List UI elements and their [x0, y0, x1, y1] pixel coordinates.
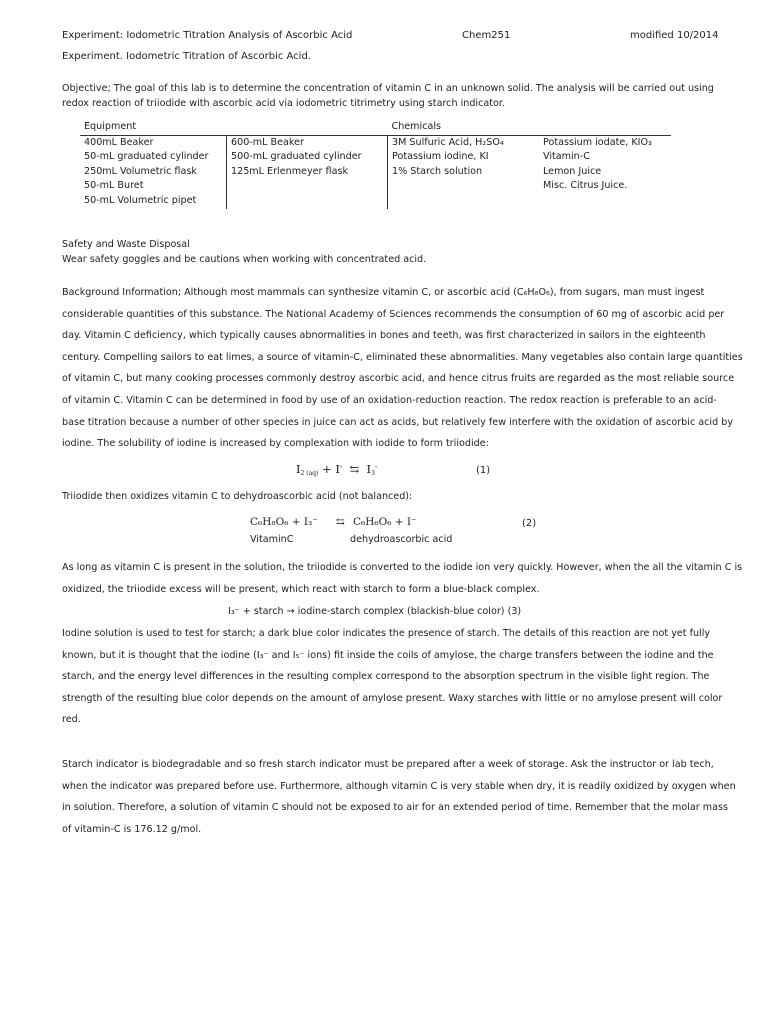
background-paragraph: [62, 282, 743, 455]
iodide-symbol: I: [335, 462, 340, 476]
equation-1-number: (1): [476, 465, 491, 476]
table-cell: [539, 194, 671, 209]
text-line: Objective; The goal of this lab is to determine the concentration of vitamin C in an unknown solid. The analysis will be carried out using: [62, 83, 714, 94]
plus-sign: +: [322, 462, 332, 476]
header-left: Experiment: Iodometric Titration Analysis of Ascorbic Acid: [62, 30, 353, 41]
table-cell: Vitamin-C: [543, 151, 590, 163]
table-cell: [227, 179, 388, 194]
table-cell: Misc. Citrus Juice.: [543, 180, 628, 192]
text-line: redox reaction of triiodide with ascorbic acid via iodometric titrimetry using starch indicator.: [62, 98, 505, 109]
triiodide-symbol: I: [366, 462, 372, 476]
equation-2-number: (2): [522, 518, 537, 529]
text-line: day. Vitamin C deficiency, which typically causes abnormalities in bones and teeth, was first characterized in sailors in the eighteenth: [62, 330, 706, 342]
table-header-cell: [227, 120, 388, 135]
equipment-chemicals-table: [80, 120, 671, 209]
table-row: [80, 165, 671, 180]
table-cell: 250mL Volumetric flask: [80, 165, 227, 180]
as-long-paragraph: [62, 557, 743, 600]
text-line: Background Information; Although most mammals can synthesize vitamin C, or ascorbic acid (C₆H₈O₆), from sugars, man must ingest: [62, 287, 705, 298]
text-line: base titration because a number of other species in juice can act as acids, but relatively few interfere with the oxidation of ascorbic acid by: [62, 416, 733, 428]
vitamin-c-label: VitaminC: [250, 534, 294, 545]
text-line: strength of the resulting blue color depends on the amount of amylose present. Waxy starches with little or no amylose present will color: [62, 692, 723, 704]
text-line: red.: [62, 714, 81, 726]
equilibrium-arrow-icon: ⇆: [349, 462, 360, 476]
equilibrium-arrow-icon: ⇆: [336, 516, 345, 528]
table-row: [80, 179, 671, 194]
table-cell: [227, 194, 388, 209]
table-cell: 400mL Beaker: [80, 135, 227, 150]
equation-2-products: C₆H₆O₆ + I⁻: [353, 516, 417, 528]
starch-indicator-paragraph: [62, 754, 736, 840]
table-header-cell: [539, 120, 671, 135]
section-heading: Safety and Waste Disposal: [62, 239, 190, 250]
table-row: [80, 150, 671, 165]
text-line: As long as vitamin C is present in the solution, the triiodide is converted to the iodide ion very quickly. However, when the all the vitamin C is: [62, 562, 743, 573]
text-line: when the indicator was prepared before use. Furthermore, although vitamin C is very stable when dry, it is readily oxidized by oxygen when: [62, 780, 736, 792]
text-line: of vitamin C, but many cooking processes commonly destroy ascorbic acid, and hence citrus fruits are regarded as the most reliable source: [62, 373, 735, 385]
text-line: century. Compelling sailors to eat limes, a source of vitamin-C, eliminated these abnormalities. Many vegetables also contain large quantities: [62, 351, 743, 363]
text-line: iodine. The solubility of iodine is increased by complexation with iodide to form triiodide:: [62, 438, 489, 450]
table-header-row: [80, 120, 671, 135]
table-cell: 50-mL graduated cylinder: [80, 150, 227, 165]
superscript: -: [374, 463, 378, 471]
subscript: 2 (aq): [300, 470, 319, 477]
text-line: Wear safety goggles and be cautions when working with concentrated acid.: [62, 254, 427, 265]
document-title: Experiment. Iodometric Titration of Ascorbic Acid.: [62, 51, 311, 62]
header-modified: modified 10/2014: [630, 30, 719, 41]
table-cell: 1% Starch solution: [392, 165, 483, 177]
table-row: [80, 135, 671, 150]
subscript: 3: [371, 470, 375, 477]
table-cell: Potassium iodate, KIO₃: [539, 135, 671, 150]
table-cell: 125mL Erlenmeyer flask: [227, 165, 388, 180]
table-cell: Lemon Juice: [543, 165, 602, 177]
objective-paragraph: [62, 81, 726, 111]
table-header-cell: Chemicals: [388, 120, 540, 135]
text-line: in solution. Therefore, a solution of vitamin C should not be exposed to air for an extended period of time. Remember that the molar mass: [62, 802, 728, 814]
text-line: Starch indicator is biodegradable and so fresh starch indicator must be prepared after a week of storage. Ask the instructor or lab tech,: [62, 759, 714, 770]
table-cell: 3M Sulfuric Acid, H₂SO₄: [392, 136, 504, 148]
safety-section: [62, 237, 726, 267]
equation-3: I₃⁻ + starch → iodine-starch complex (blackish-blue color) (3): [228, 606, 522, 617]
text-line: Iodine solution is used to test for starch; a dark blue color indicates the presence of starch. The details of this reaction are not yet fully: [62, 628, 711, 639]
table-cell: [388, 179, 540, 194]
dehydroascorbic-label: dehydroascorbic acid: [350, 534, 453, 545]
text-line: known, but it is thought that the iodine (I₃⁻ and I₅⁻ ions) fit inside the coils of amylose, the charge transfers between the iodine and the: [62, 649, 714, 661]
table-cell: 600-mL Beaker: [227, 135, 388, 150]
header-course: Chem251: [462, 30, 511, 41]
table-cell: 50-mL Volumetric pipet: [80, 194, 227, 209]
text-line: of vitamin C. Vitamin C can be determined in food by use of an oxidation-reduction reaction. The redox reaction is preferable to an acid-: [62, 394, 717, 406]
table-cell: [388, 194, 540, 209]
table-cell: 500-mL graduated cylinder: [227, 150, 388, 165]
iodine-solution-paragraph: [62, 623, 726, 731]
equation-1: [296, 462, 377, 477]
table-cell: 50-mL Buret: [80, 179, 227, 194]
text-line: of vitamin-C is 176.12 g/mol.: [62, 823, 202, 835]
superscript: -: [339, 463, 343, 471]
table-row: [80, 194, 671, 209]
triiodide-sentence: Triiodide then oxidizes vitamin C to dehydroascorbic acid (not balanced):: [62, 491, 413, 502]
iodine-symbol: I: [296, 462, 301, 476]
table-header-cell: Equipment: [80, 120, 227, 135]
text-line: starch, and the energy level differences in the resulting complex correspond to the absorption spectrum in the visible light region. The: [62, 671, 710, 683]
equation-2-reactants: C₆H₈O₆ + I₃⁻: [250, 516, 318, 528]
text-line: considerable quantities of this substance. The National Academy of Sciences recommends the consumption of 60 mg of ascorbic acid per: [62, 308, 725, 320]
table-cell: Potassium iodine, KI: [392, 151, 489, 163]
text-line: oxidized, the triiodide excess will be present, which react with starch to form a blue-black complex.: [62, 583, 540, 595]
